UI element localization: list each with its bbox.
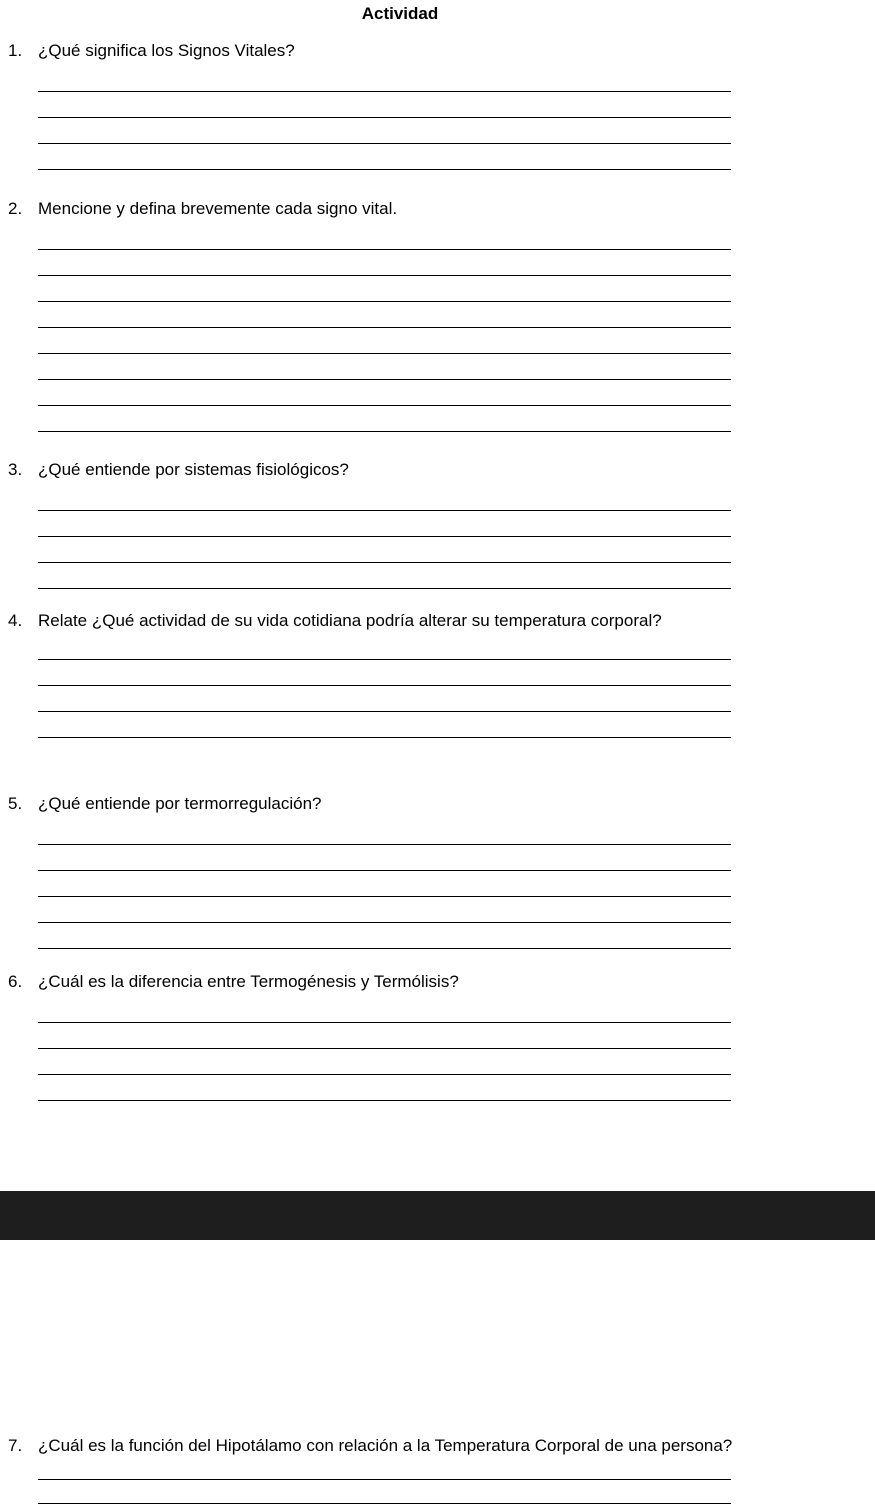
answer-lines[interactable] <box>38 819 731 949</box>
page-break-band <box>0 1191 875 1240</box>
page-title: Actividad <box>361 4 439 23</box>
question-text: Relate ¿Qué actividad de su vida cotidiana podría alterar su temperatura corporal? <box>38 611 662 630</box>
answer-lines[interactable] <box>38 634 731 738</box>
question-number: 2. <box>8 199 23 218</box>
question-7 <box>0 1435 760 1504</box>
answer-lines[interactable] <box>38 224 731 432</box>
question-4 <box>0 610 760 738</box>
question-text: Mencione y defina brevemente cada signo vital. <box>38 199 398 218</box>
question-number: 3. <box>8 460 23 479</box>
question-5 <box>0 793 760 949</box>
question-3 <box>0 459 760 589</box>
question-number: 1. <box>8 41 23 60</box>
answer-lines[interactable] <box>38 66 731 170</box>
question-6 <box>0 971 760 1101</box>
answer-lines[interactable] <box>38 1456 731 1504</box>
question-number: 5. <box>8 794 23 813</box>
question-2 <box>0 198 760 432</box>
question-number: 6. <box>8 972 23 991</box>
question-text: ¿Cuál es la función del Hipotálamo con relación a la Temperatura Corporal de una persona? <box>38 1436 733 1455</box>
question-number: 7. <box>8 1436 23 1455</box>
question-text: ¿Qué significa los Signos Vitales? <box>38 41 295 60</box>
question-text: ¿Qué entiende por sistemas fisiológicos? <box>38 460 349 479</box>
question-text: ¿Qué entiende por termorregulación? <box>38 794 322 813</box>
question-number: 4. <box>8 611 23 630</box>
answer-lines[interactable] <box>38 485 731 589</box>
answer-lines[interactable] <box>38 997 731 1101</box>
question-text: ¿Cuál es la diferencia entre Termogénesis y Termólisis? <box>38 972 459 991</box>
question-1 <box>0 40 760 170</box>
